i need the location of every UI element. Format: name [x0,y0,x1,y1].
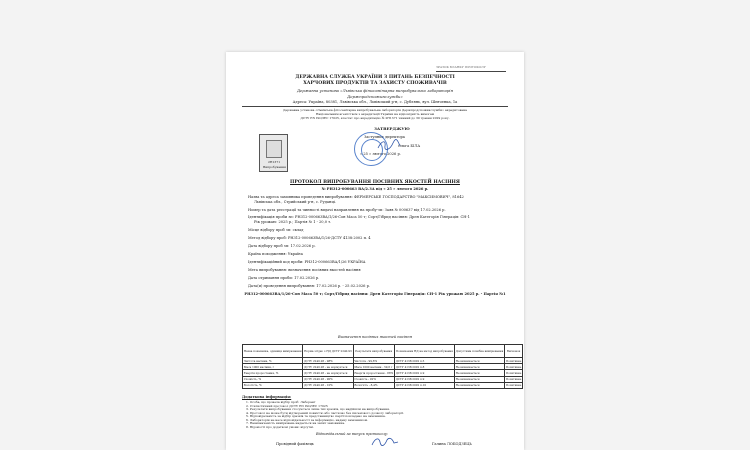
note-6: 6. Лабораторія не несе відповідальності за інформацію, надану замовником. [246,417,369,422]
note-2: 2. Статистичний протокол ДСТУ EN ISO/IEC 17025 [246,403,328,408]
note-4: 4. Протокол не може бути відтворений повністю або частково без письмового дозволу лабораторії. [246,410,405,415]
table-cell: Позитивне [505,377,522,382]
col-header: Висновок [505,345,523,358]
accreditation-line-2: Національним агентством з акредитації України на відповідність вимогам [315,112,435,116]
approve-name: Ольга БІЛА [398,144,421,148]
signer-signature [370,436,400,448]
table-cell: Вологість, % [243,382,303,388]
seal-photo-number: 2H1371 [268,160,281,164]
note-5: 5. Відповідальність за відбір зразків та представництво партії покладено на замовника. [246,414,386,418]
table-cell: Не визначається [454,358,504,364]
table-cell: Чистота - 99,6% [353,358,394,364]
results-table [242,344,523,389]
approve-title: ЗАТВЕРДЖУЮ [374,126,410,131]
responsible-label: Відповідальний за випуск протоколу: [316,432,389,436]
item-8: Ідентифікаційний код проби: РН312-000663ВА/1/26 УКРАЇНА [248,260,366,264]
results-title: Визначення посівних якостей насіння [337,335,413,339]
item-11: Дата(и) проведення випробування: 17.02.2026 р. - 25.02.2026 р. [248,284,371,288]
table-cell: ДСТУ 2240-93 - 90% [303,376,353,382]
table-cell: Позитивне [505,370,522,375]
item-3-cont: Рік урожаю: 2025 р.; Партія № 1 - 20,0 т. [254,220,332,224]
table-cell: ДСТУ 2240-93 - 98% [303,358,353,364]
note-7: 7. Невизначеність вимірювань надається на запит замовника. [246,421,346,425]
protocol-title: ПРОТОКОЛ ВИПРОБУВАННЯ ПОСІВНИХ ЯКОСТЕЙ НАСІННЯ [290,180,460,185]
table-cell: Схожість - 92% [353,376,394,382]
table-cell: ДСТУ 2240-93 - не нормується [303,370,353,376]
table-cell: ДСТУ 4138:2002 п.10 [394,382,454,388]
table-cell: Енергія проростання - 88% [354,370,394,375]
note-8: 8. Відомості про додаткові умови: відсутні. [246,424,315,429]
item-9: Мета випробування: визначення посівних якостей насіння [248,268,361,272]
org-line-2: ХАРЧОВИХ ПРОДУКТІВ ТА ЗАХИСТУ СПОЖИВАЧІВ [303,81,447,86]
item-6: Дата відбору проб зп: 17.02.2026 р. [248,244,316,248]
item-1: Назва та адреса замовника проведення випробування: ФЕРМЕРСЬКЕ ГОСПОДАРСТВО "МАКСИМОВИЧ", 81642 [248,195,464,199]
approve-role: Заступник директора [364,135,405,139]
org-line-4: Держпродспоживслужби» [347,93,403,99]
col-header: Допустима похибка вимірювання [454,345,504,358]
director-signature [376,138,402,152]
seal-photo [259,134,288,172]
table-cell: ДСТУ 4138:2002 п.9 [394,376,454,382]
address: Адреса: Україна, 80381, Львівська обл., Львівський р-н, с. Дублянь, вул. Шевченка, 1а [292,100,458,104]
table-cell: Вологість - 8,4% [353,382,394,388]
corner-rule [436,71,506,72]
item-3: Ідентифікація проби зп: РН312-000663ВА/1/26-Сон Маса 50 т; Сорт/Гібрид насіння: Дрен Категорія Гінерація: СН-1 [248,215,470,219]
document-page [226,52,524,450]
table-cell: ДСТУ 4138:2002 п.9 [394,370,454,376]
accreditation-line-1: Державна установа «Львівська фітосанітарна випробувальна лабораторія Держпродспоживслужби» акредитована [283,108,467,112]
header-rule [242,106,508,107]
table-cell: Енергія проростання, % [243,370,303,376]
accreditation-line-3: ДСТУ EN ISO/IEC 17025, атестат про акредитацію № 2H1371 чинний до 30 травня 2029 року. [300,116,450,120]
seal-photo-caption: Випробування [263,165,286,169]
table-cell: Позитивне [505,383,522,388]
item-4: Місце відбору проб зп: склад [248,228,304,232]
sample-line: РН312-000663ВА/1/26-Сон Маса 50 т; Сорт/Гібрид насіння: Дрен Категорія Гінерація: СН-1 Рік урожаю 2025 р. - Партія №1 [244,292,506,296]
table-cell: Позитивне [505,364,522,369]
col-header: Назва показника, одиниця вимірювання [243,345,303,358]
table-cell: Маса 1000 насінин - 59,6 г [353,364,394,370]
org-line-1: ДЕРЖАВНА СЛУЖБА УКРАЇНИ З ПИТАНЬ БЕЗПЕЧНОСТІ [295,75,455,80]
approve-date: « 25 » лютого 2026 р. [360,152,401,156]
corner-note: ЗРАЗОК БЛАНКУ ПРОТОКОЛУ [436,65,486,69]
table-cell: ДСТУ 4138:2002 п.8 [394,364,454,370]
item-1-cont: Львівська обл., Стрийський р-н, с. Руданці. [254,200,337,204]
table-cell: Не визначається [454,370,504,376]
table-cell: Позитивне [505,358,522,363]
item-2: Номер та дата реєстрації та чинності видачі направлення на пробу-зп: Заяв № 000637 від 17.02.2026 р. [248,208,446,212]
table-cell: ДСТУ 2240-93 - 10% [303,382,353,388]
table-cell: Не визначається [454,376,504,382]
note-1: 1. Особа, що провела відбір проб: Лаборант [246,400,316,404]
note-3: 3. Результати випробування стосуються лише тих зразків, що надійшли на випробування. [246,407,390,411]
table-cell: ДСТУ 2240-93 - не нормується [303,364,353,370]
table-cell: Не визначається [454,382,504,388]
table-cell: Не визначається [454,364,504,370]
item-10: Дата отримання проби: 17.02.2026 р. [248,276,320,280]
col-header: Результати випробування [353,345,394,358]
item-7: Країна походження: Україна [248,252,303,256]
protocol-number: № PH312-000663 ВА/2.ЗА від « 25 » лютого 2026 р. [321,187,429,191]
results-table-header-row [243,345,523,358]
table-cell: Маса 1000 насінин, г [243,364,303,370]
org-line-3: Державна установа «Львівська фітосанітарна випробувальна лабораторія [296,88,454,93]
signer-name: Галина ЛОБОДЗЕЦЬ [432,442,472,446]
table-cell: ДСТУ 4138:2002 п.5 [394,358,454,364]
table-cell: Чистота насіння, % [243,358,303,364]
col-header: Позначення НД на метод випробування [394,345,454,358]
item-5: Метод відбору проб: РН312-000663ВА/1/26-ДСТУ 4138:2002 п. 4 [248,236,371,240]
table-row [243,382,523,388]
table-cell: Схожість, % [243,376,303,382]
extra-info-title: Додаткова інформація: [242,395,292,399]
col-header: Норма згідно з НД ДСТУ 2240-93 [303,345,353,358]
signer-role: Провідний фахівець [276,442,314,446]
